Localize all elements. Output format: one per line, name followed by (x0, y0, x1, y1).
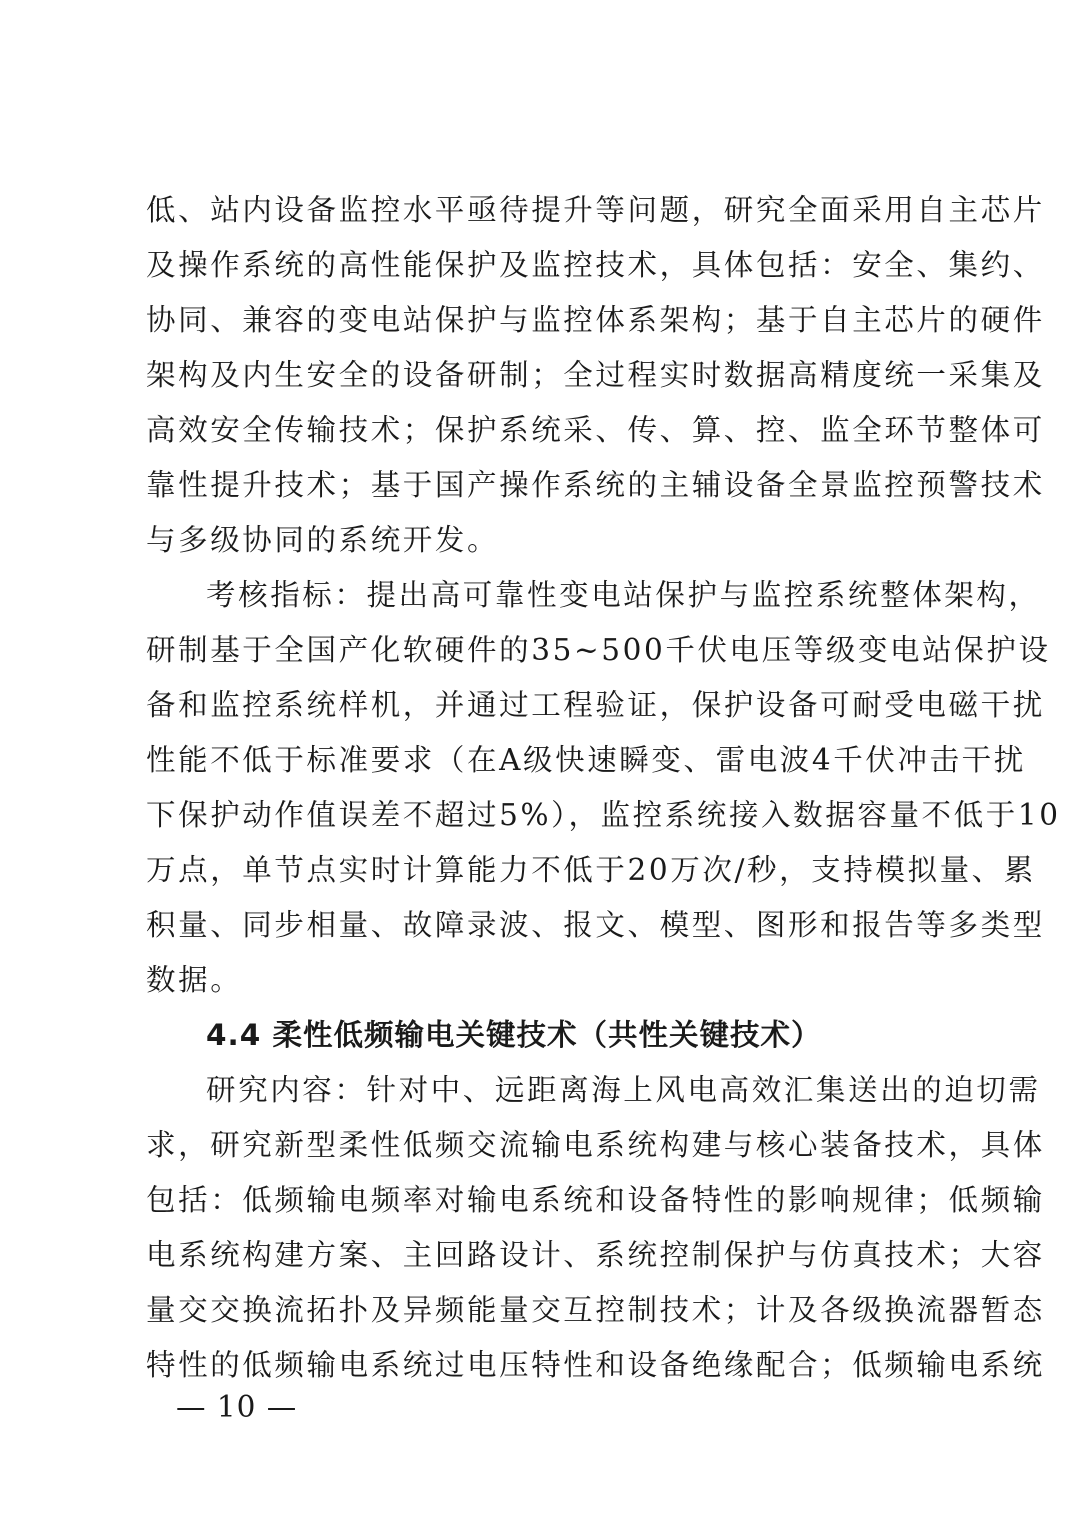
paragraph-line: 及操作系统的高性能保护及监控技术，具体包括：安全、集约、 (146, 248, 1045, 282)
paragraph-line: 数据。 (146, 963, 243, 997)
paragraph-line: 靠性提升技术；基于国产操作系统的主辅设备全景监控预警技术 (146, 468, 1045, 502)
section-heading: 4.4 柔性低频输电关键技术（共性关键技术） (206, 1018, 822, 1052)
paragraph-line: 备和监控系统样机，并通过工程验证，保护设备可耐受电磁干扰 (146, 688, 1045, 722)
paragraph-line: 低、站内设备监控水平亟待提升等问题，研究全面采用自主芯片 (146, 193, 1045, 227)
paragraph-line: 万点，单节点实时计算能力不低于20万次/秒，支持模拟量、累 (146, 853, 1036, 887)
page-number: — 10 — (176, 1390, 298, 1424)
paragraph-line: 特性的低频输电系统过电压特性和设备绝缘配合；低频输电系统 (146, 1348, 1045, 1382)
paragraph-line: 积量、同步相量、故障录波、报文、模型、图形和报告等多类型 (146, 908, 1045, 942)
paragraph-line: 协同、兼容的变电站保护与监控体系架构；基于自主芯片的硬件 (146, 303, 1045, 337)
paragraph-line: 性能不低于标准要求（在A级快速瞬变、雷电波4千伏冲击干扰 (146, 743, 1026, 777)
paragraph-line: 包括：低频输电频率对输电系统和设备特性的影响规律；低频输 (146, 1183, 1045, 1217)
paragraph-line: 电系统构建方案、主回路设计、系统控制保护与仿真技术；大容 (146, 1238, 1045, 1272)
paragraph-line: 与多级协同的系统开发。 (146, 523, 500, 557)
paragraph-line: 量交交换流拓扑及异频能量交互控制技术；计及各级换流器暂态 (146, 1293, 1045, 1327)
paragraph-line: 考核指标：提出高可靠性变电站保护与监控系统整体架构， (206, 578, 1041, 612)
paragraph-line: 求，研究新型柔性低频交流输电系统构建与核心装备技术，具体 (146, 1128, 1045, 1162)
paragraph-line: 高效安全传输技术；保护系统采、传、算、控、监全环节整体可 (146, 413, 1045, 447)
paragraph-line: 下保护动作值误差不超过5%），监控系统接入数据容量不低于10 (146, 798, 1061, 832)
paragraph-line: 研制基于全国产化软硬件的35~500千伏电压等级变电站保护设 (146, 633, 1051, 667)
paragraph-line: 架构及内生安全的设备研制；全过程实时数据高精度统一采集及 (146, 358, 1045, 392)
paragraph-line: 研究内容：针对中、远距离海上风电高效汇集送出的迫切需 (206, 1073, 1041, 1107)
